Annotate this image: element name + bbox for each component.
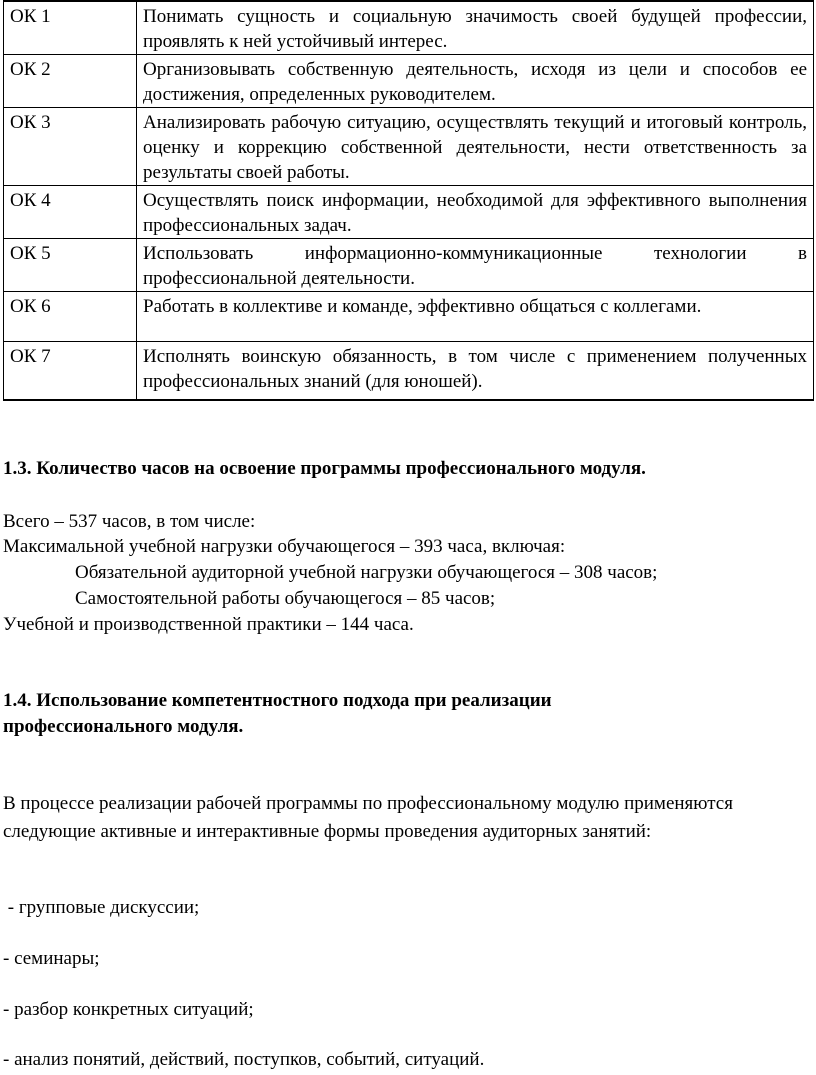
competency-text: Понимать сущность и социальную значимость своей будущей профессии, проявлять к ней устойчивый интерес. <box>137 1 814 55</box>
list-item: - разбор конкретных ситуаций; <box>3 999 254 1020</box>
list-item: - анализ понятий, действий, поступков, событий, ситуаций. <box>3 1049 485 1070</box>
section-1-4-heading-line2: профессионального модуля. <box>3 716 244 737</box>
competencies-table <box>3 0 814 401</box>
competency-code: ОК 5 <box>4 239 137 292</box>
table-row <box>4 239 814 292</box>
list-item: - семинары; <box>3 948 100 969</box>
competency-text: Использовать информационно-коммуникационные технологии в профессиональной деятельности. <box>137 239 814 292</box>
competency-code: ОК 6 <box>4 292 137 342</box>
competency-code: ОК 2 <box>4 55 137 108</box>
table-row <box>4 186 814 239</box>
table-row <box>4 342 814 400</box>
hours-total: Всего – 537 часов, в том числе: <box>3 511 256 532</box>
competency-text: Работать в коллективе и команде, эффективно общаться с коллегами. <box>137 292 814 342</box>
hours-max-load: Максимальной учебной нагрузки обучающегося – 393 часа, включая: <box>3 536 566 557</box>
competency-code: ОК 4 <box>4 186 137 239</box>
competency-code: ОК 7 <box>4 342 137 400</box>
table-row <box>4 108 814 186</box>
forms-intro-paragraph: В процессе реализации рабочей программы по профессиональному модулю применяются следующие активные и интерактивные формы проведения аудиторных занятий: <box>3 793 733 842</box>
section-1-4-heading-line1: 1.4. Использование компетентностного подхода при реализации <box>3 690 552 711</box>
competency-text: Исполнять воинскую обязанность, в том числе с применением полученных профессиональных знаний (для юношей). <box>137 342 814 400</box>
hours-classroom: Обязательной аудиторной учебной нагрузки обучающегося – 308 часов; <box>75 562 658 583</box>
competency-code: ОК 1 <box>4 1 137 55</box>
hours-independent: Самостоятельной работы обучающегося – 85 часов; <box>75 588 496 609</box>
list-item: - групповые дискуссии; <box>3 897 200 918</box>
hours-practice: Учебной и производственной практики – 144 часа. <box>3 614 414 635</box>
competency-text: Осуществлять поиск информации, необходимой для эффективного выполнения профессиональных задач. <box>137 186 814 239</box>
section-1-3-heading: 1.3. Количество часов на освоение программы профессионального модуля. <box>3 458 646 479</box>
table-row <box>4 292 814 342</box>
competency-text: Организовывать собственную деятельность, исходя из цели и способов ее достижения, определенных руководителем. <box>137 55 814 108</box>
table-row <box>4 55 814 108</box>
competency-code: ОК 3 <box>4 108 137 186</box>
table-row <box>4 1 814 55</box>
competency-text: Анализировать рабочую ситуацию, осуществлять текущий и итоговый контроль, оценку и коррекцию собственной деятельности, нести ответственность за результаты своей работы. <box>137 108 814 186</box>
